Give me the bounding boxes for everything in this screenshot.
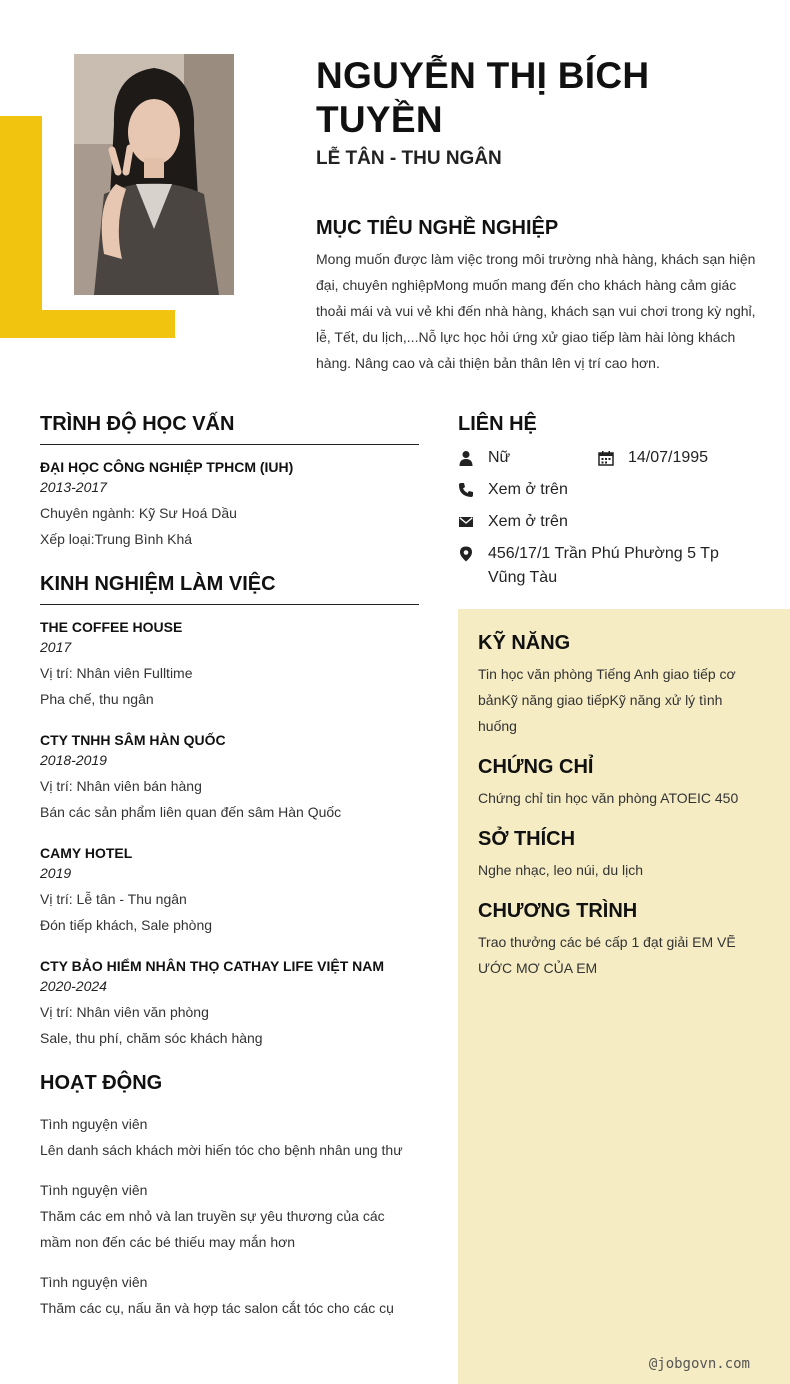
education-heading: TRÌNH ĐỘ HỌC VẤN xyxy=(40,410,419,445)
contact-email: Xem ở trên xyxy=(488,513,568,530)
activities-section xyxy=(40,1069,419,1321)
profile-photo xyxy=(74,54,234,295)
skills-text: Tin học văn phòng Tiếng Anh giao tiếp cơ bảnKỹ năng giao tiếpKỹ năng xử lý tình huống xyxy=(478,666,736,734)
experience-heading: KINH NGHIỆM LÀM VIỆC xyxy=(40,570,419,605)
programs-section xyxy=(478,897,770,981)
experience-company: CTY BẢO HIỂM NHÂN THỌ CATHAY LIFE VIỆT NAM xyxy=(40,958,385,974)
experience-description: Sale, thu phí, chăm sóc khách hàng xyxy=(40,1030,263,1046)
certificates-section xyxy=(478,753,770,811)
career-objective-section xyxy=(316,214,756,376)
activity-role: Tình nguyện viên xyxy=(40,1182,148,1198)
contact-row-email xyxy=(458,510,758,534)
skills-section xyxy=(478,629,770,739)
activity-entry xyxy=(40,1111,419,1163)
contact-phone: Xem ở trên xyxy=(488,481,568,498)
phone-icon xyxy=(458,482,474,498)
activity-role: Tình nguyện viên xyxy=(40,1116,148,1132)
candidate-job-title: LỄ TÂN - THU NGÂN xyxy=(316,148,502,169)
experience-company: CAMY HOTEL xyxy=(40,845,133,861)
experience-entry xyxy=(40,843,419,938)
watermark: @jobgovn.com xyxy=(648,1356,750,1372)
experience-position: Vị trí: Nhân viên bán hàng xyxy=(40,778,202,794)
education-major: Chuyên ngành: Kỹ Sư Hoá Dầu xyxy=(40,505,237,521)
programs-text: Trao thưởng các bé cấp 1 đạt giải EM VẼ ƯỚC MƠ CỦA EM xyxy=(478,934,736,976)
activity-description: Thăm các em nhỏ và lan truyền sự yêu thương của các mầm non đến các bé thiếu may mắn hơn xyxy=(40,1208,385,1250)
activity-role: Tình nguyện viên xyxy=(40,1274,148,1290)
contact-row-phone xyxy=(458,478,758,502)
experience-period: 2018-2019 xyxy=(40,752,107,768)
education-section xyxy=(40,410,419,552)
experience-section xyxy=(40,570,419,1051)
activities-heading: HOẠT ĐỘNG xyxy=(40,1072,163,1094)
certificates-text: Chứng chỉ tin học văn phòng ATOEIC 450 xyxy=(478,790,739,806)
objective-text: Mong muốn được làm việc trong môi trường nhà hàng, khách sạn hiện đại, chuyên nghiệpMong muốn mang đến cho khách hàng cảm giác thoải mái và vui vẻ khi đến nhà hàng, khách sạn vui chơi trong kỳ nghỉ, lễ, Tết, du lịch,...Nỗ lực học hỏi ứng xử giao tiếp làm hài lòng khách hàng. Nâng cao và cải thiện bản thân lên vị trí cao hơn. xyxy=(316,251,756,371)
contact-row-gender-birthdate xyxy=(458,446,758,470)
decor-accent-bar-horizontal xyxy=(0,310,175,338)
experience-position: Vị trí: Nhân viên Fulltime xyxy=(40,665,193,681)
person-icon xyxy=(458,450,474,466)
mail-icon xyxy=(458,514,474,530)
contact-address: 456/17/1 Trần Phú Phường 5 Tp Vũng Tàu xyxy=(488,545,719,586)
activity-entry xyxy=(40,1269,419,1321)
contact-row-address xyxy=(458,542,758,590)
hobbies-heading: SỞ THÍCH xyxy=(478,828,576,850)
experience-description: Pha chế, thu ngân xyxy=(40,691,154,707)
left-column xyxy=(40,410,419,1325)
hobbies-section xyxy=(478,825,770,883)
experience-company: THE COFFEE HOUSE xyxy=(40,619,183,635)
experience-entry xyxy=(40,956,419,1051)
experience-company: CTY TNHH SÂM HÀN QUỐC xyxy=(40,732,226,748)
education-period: 2013-2017 xyxy=(40,479,107,495)
experience-entry xyxy=(40,730,419,825)
header xyxy=(316,54,756,170)
contact-section xyxy=(458,410,758,590)
contact-heading: LIÊN HỆ xyxy=(458,413,537,435)
certificates-heading: CHỨNG CHỈ xyxy=(478,756,594,778)
decor-accent-bar-vertical xyxy=(0,116,42,338)
education-grade: Xếp loại:Trung Bình Khá xyxy=(40,531,193,547)
experience-period: 2020-2024 xyxy=(40,978,107,994)
experience-entry xyxy=(40,617,419,712)
skills-heading: KỸ NĂNG xyxy=(478,632,571,654)
experience-period: 2017 xyxy=(40,639,72,655)
contact-gender: Nữ xyxy=(488,449,511,466)
experience-position: Vị trí: Nhân viên văn phòng xyxy=(40,1004,209,1020)
education-school: ĐẠI HỌC CÔNG NGHIỆP TPHCM (IUH) xyxy=(40,459,294,475)
calendar-icon xyxy=(598,450,614,466)
activity-description: Lên danh sách khách mời hiến tóc cho bệnh nhân ung thư xyxy=(40,1142,403,1158)
education-entry xyxy=(40,457,419,552)
programs-heading: CHƯƠNG TRÌNH xyxy=(478,900,638,922)
experience-description: Bán các sản phẩm liên quan đến sâm Hàn Quốc xyxy=(40,804,342,820)
sidebar-panel xyxy=(458,609,790,1384)
contact-birthdate: 14/07/1995 xyxy=(628,449,709,466)
activity-entry xyxy=(40,1177,419,1255)
experience-description: Đón tiếp khách, Sale phòng xyxy=(40,917,213,933)
hobbies-text: Nghe nhạc, leo núi, du lịch xyxy=(478,862,643,878)
experience-position: Vị trí: Lễ tân - Thu ngân xyxy=(40,891,187,907)
activity-description: Thăm các cụ, nấu ăn và hợp tác salon cắt tóc cho các cụ xyxy=(40,1300,394,1316)
objective-heading: MỤC TIÊU NGHỀ NGHIỆP xyxy=(316,217,559,239)
location-pin-icon xyxy=(458,546,474,562)
candidate-name: NGUYỄN THỊ BÍCH TUYỀN xyxy=(316,55,650,140)
experience-period: 2019 xyxy=(40,865,72,881)
